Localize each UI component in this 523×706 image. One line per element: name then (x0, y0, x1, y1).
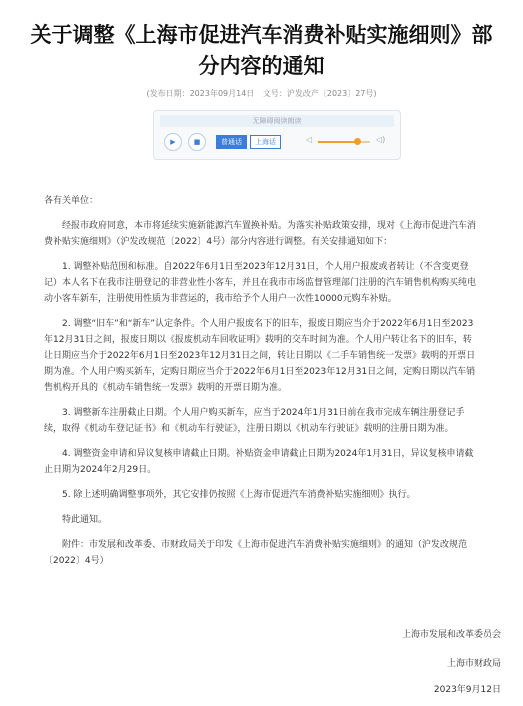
paragraph-5: 5. 除上述明确调整事项外，其它安排仍按照《上海市促进汽车消费补贴实施细则》执行。 (62, 490, 416, 500)
audio-player (153, 110, 401, 160)
voice-shanghainese-button[interactable]: 上海话 (250, 135, 281, 149)
volume-low-icon: ◁ (306, 135, 313, 144)
voice-mandarin-button[interactable]: 普通话 (216, 135, 247, 149)
notice-body (44, 193, 478, 578)
signature-date: 2023年9月12日 (433, 685, 501, 695)
attachment-note: 附件：市发展和改革委、市财政局关于印发《上海市促进汽车消费补贴实施细则》的通知（沪发改规范〔2022〕4号） (44, 540, 468, 566)
doc-number: 文号：沪发改产〔2023〕27号) (262, 89, 377, 98)
signature-org-2: 上海市财政局 (446, 659, 501, 669)
player-tip: 无障碍阅读朗读 (160, 115, 394, 127)
paragraph-3: 3. 调整新车注册截止日期。个人用户购买新车，应当于2024年1月31日前在我市完成车辆注册登记手续，取得《机动车登记证书》和《机动车行驶证》，注册日期以《机动车行驶证》载明的注册日期为准。 (44, 408, 465, 434)
volume-high-icon: ◁) (376, 135, 386, 144)
play-icon[interactable]: ▶ (164, 133, 182, 151)
paragraph-1: 1. 调整补贴范围和标准。自2022年6月1日至2023年12月31日，个人用户报废或者转让（不含变更登记）本人名下在我市注册登记的非营业性小客车，并且在我市市场监督管理部门注册的汽车销售机构购买纯电动小客车新车，注册使用性质为非营运的，我市给予个人用户一次性10000元购车补贴。 (44, 262, 477, 304)
volume-slider[interactable] (318, 141, 370, 143)
page-title: 关于调整《上海市促进汽车消费补贴实施细则》部分内容的通知 (30, 23, 493, 78)
paragraph-2: 2. 调整“旧车”和“新车”认定条件。个人用户报废名下的旧车，报废日期应当介于2022年6月1日至2023年12月31日之间，报废日期以《报废机动车回收证明》载明的交车时间为准。个人用户转让名下的旧车，转让日期应当介于2022年6月1日至2023年12月31日之间，转让日期以《二手车销售统一发票》载明的开票日期为准。个人用户购买新车，定购日期应当介于2022年6月1日至2023年12月31日之间，定购日期以汽车销售机构开具的《机动车销售统一发票》载明的开票日期为准。 (44, 319, 476, 393)
closing-line: 特此通知。 (62, 515, 108, 525)
signature-org-1: 上海市发展和改革委员会 (401, 630, 501, 640)
volume-fill (318, 141, 357, 143)
publish-meta (0, 88, 523, 99)
salutation: 各有关单位： (44, 196, 99, 206)
publish-date: (发布日期：2023年09月14日 (146, 89, 255, 98)
volume-knob[interactable] (354, 138, 361, 145)
paragraph-intro: 经报市政府同意，本市将延续实施新能源汽车置换补贴。为落实补贴政策安排，现对《上海市促进汽车消费补贴实施细则》（沪发改规范〔2022〕4号）部分内容进行调整。有关安排通知如下： (44, 221, 477, 247)
stop-icon[interactable]: ■ (188, 133, 206, 151)
paragraph-4: 4. 调整资金申请和异议复核申请截止日期。补贴资金申请截止日期为2024年1月31日，异议复核申请截止日期为2024年2月29日。 (44, 449, 474, 475)
